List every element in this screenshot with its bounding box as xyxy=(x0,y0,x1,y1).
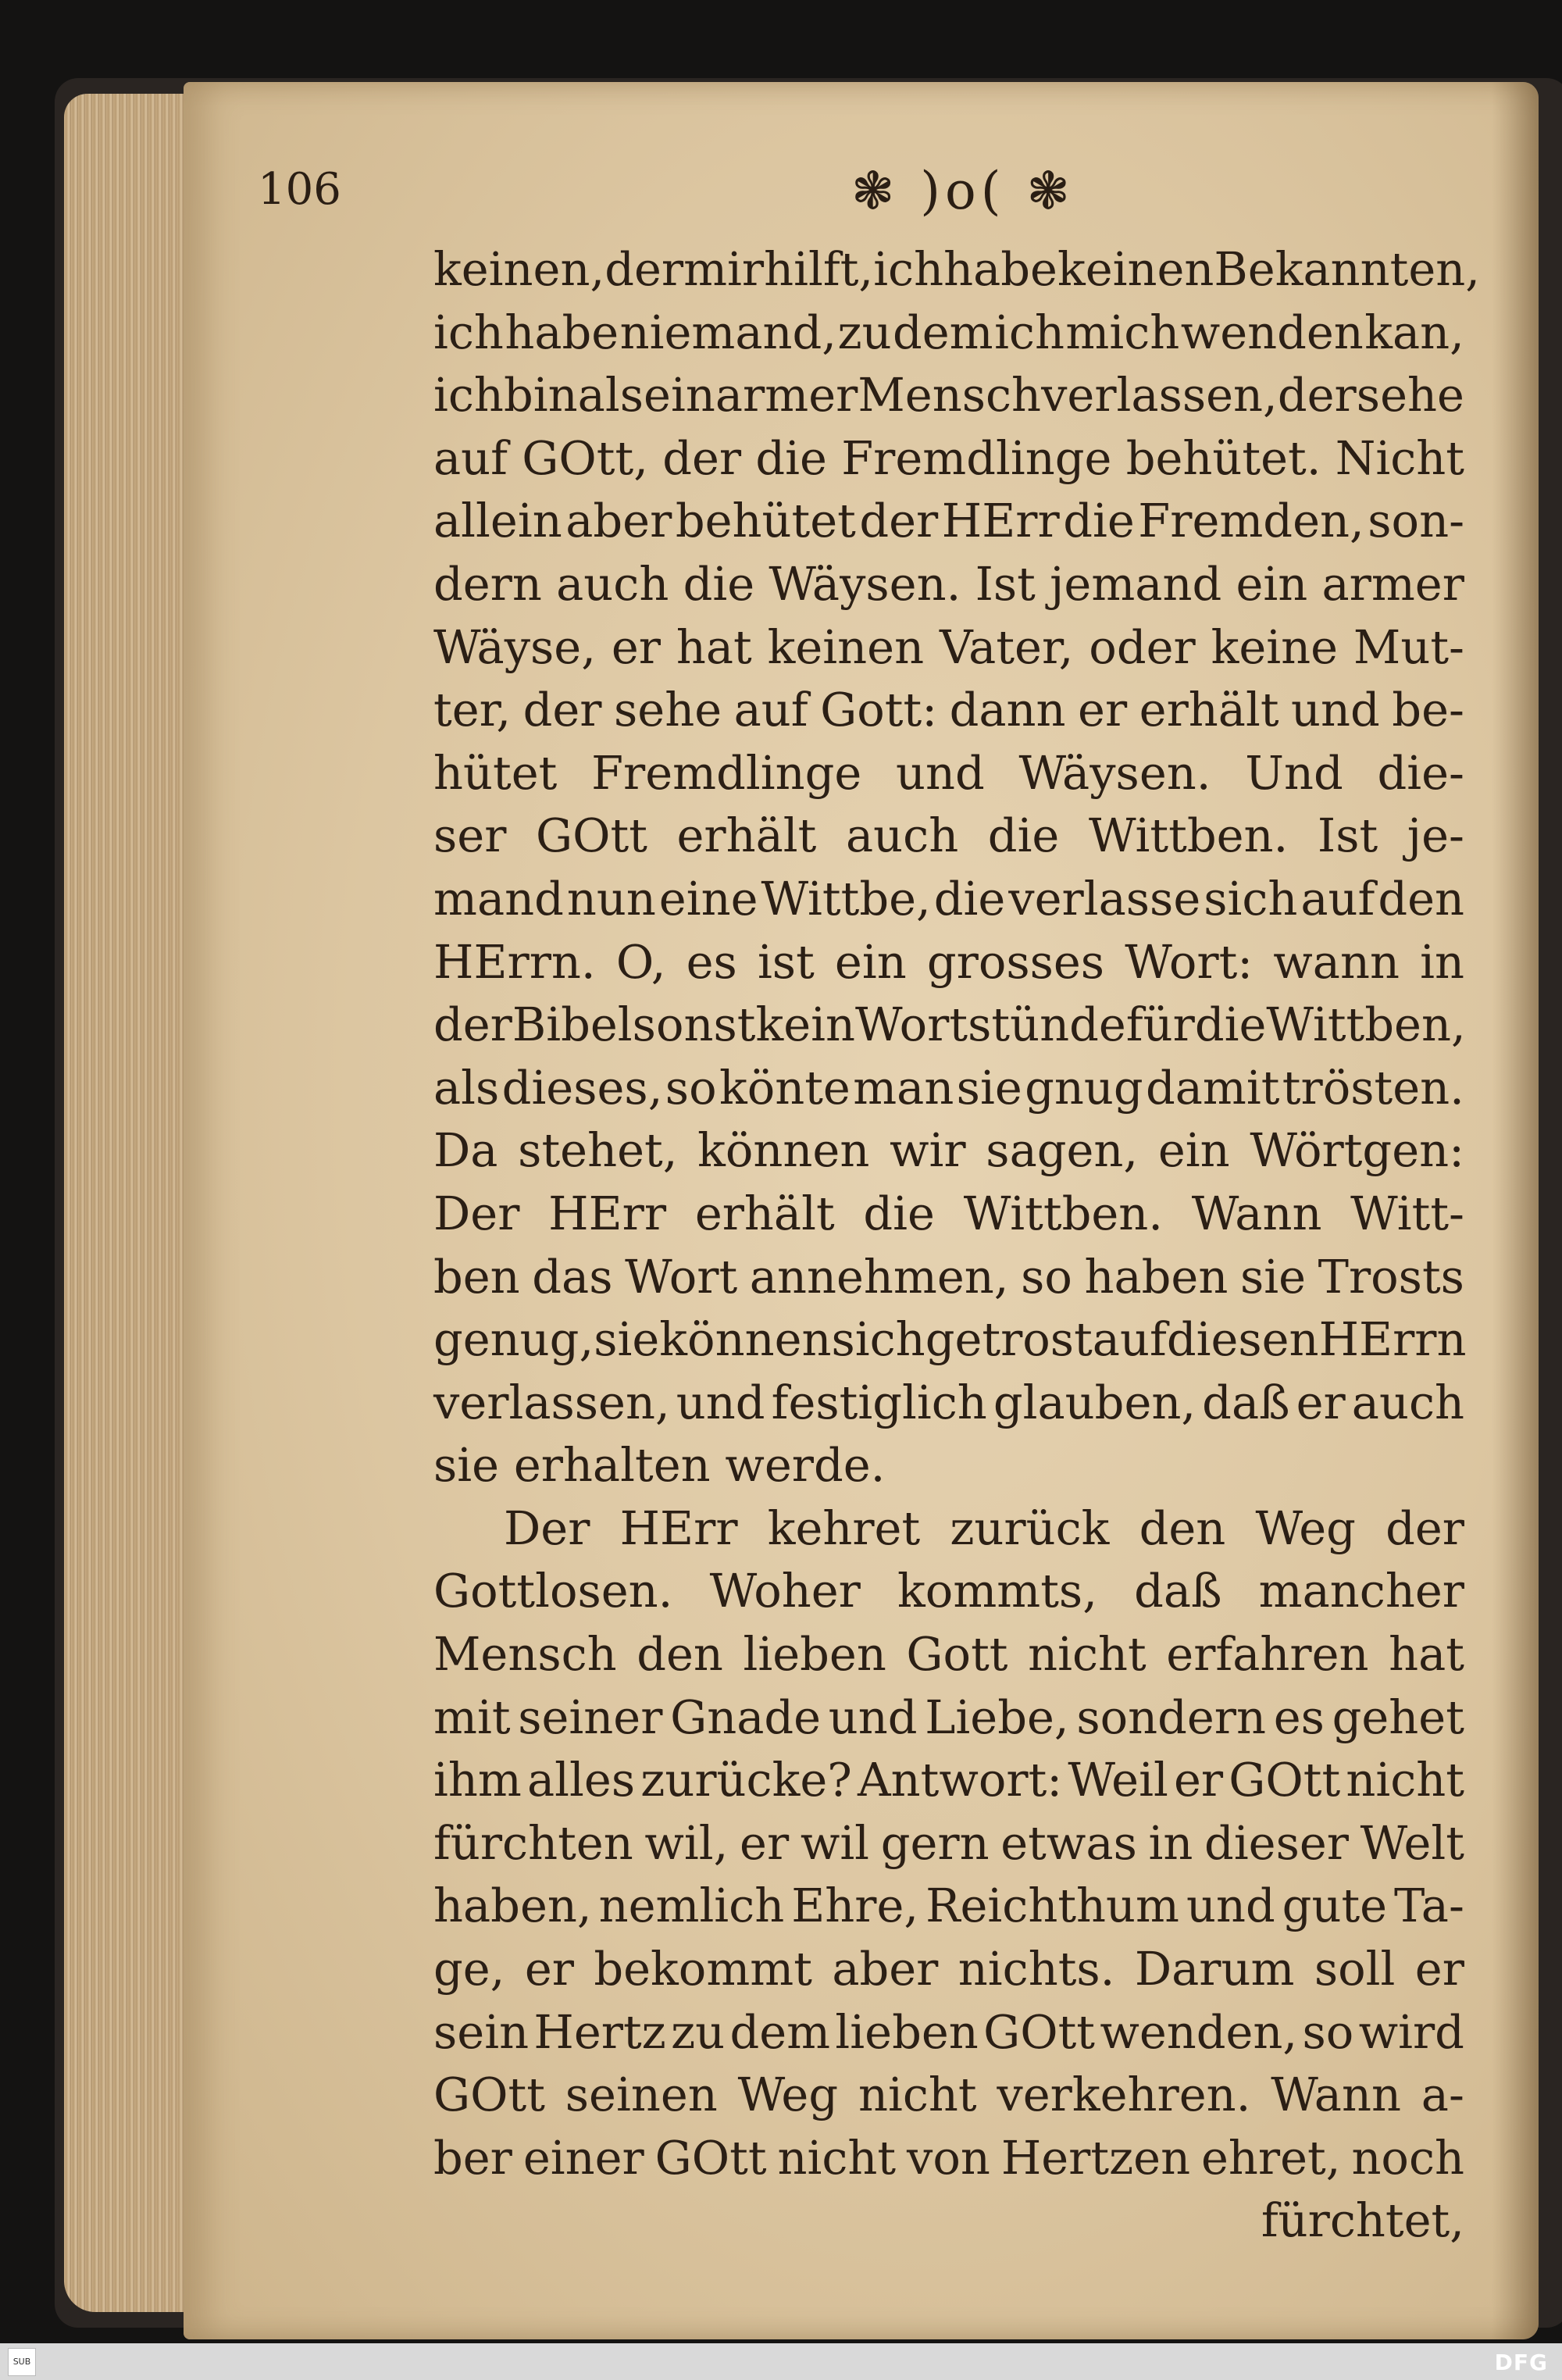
word: HErrn. xyxy=(433,934,596,989)
word: Ist xyxy=(975,556,1036,611)
word: Wäysen. xyxy=(769,556,961,611)
word: GOtt, xyxy=(522,430,648,485)
word: dern xyxy=(433,556,542,611)
word: glauben, xyxy=(993,1375,1196,1429)
word: damit xyxy=(1145,1060,1280,1115)
word: die xyxy=(1194,997,1267,1052)
word: noch xyxy=(1351,2130,1464,2185)
word: Hertz xyxy=(533,2004,666,2059)
word: diesen xyxy=(1166,1312,1319,1367)
text-line xyxy=(433,1308,1467,1372)
word: mich xyxy=(1065,305,1180,359)
word: auf xyxy=(1092,1312,1167,1367)
word: sich xyxy=(1204,871,1298,926)
word: getrost xyxy=(925,1312,1093,1367)
word: für xyxy=(1125,997,1195,1052)
word: Darum xyxy=(1134,1942,1295,1996)
word: seiner xyxy=(518,1690,663,1744)
word: nemlich xyxy=(598,1879,785,1933)
word: a- xyxy=(1421,2068,1464,2122)
word: Reichthum xyxy=(925,1879,1179,1933)
word: Wörtgen: xyxy=(1250,1123,1464,1178)
word: Welt xyxy=(1360,1815,1464,1870)
word: mancher xyxy=(1258,1564,1464,1618)
text-line xyxy=(433,994,1464,1057)
word: verkehren. xyxy=(997,2068,1251,2122)
word: armer xyxy=(1321,556,1464,611)
text-line xyxy=(433,805,1464,868)
word: wann xyxy=(1273,934,1400,989)
word: Fremdlinge xyxy=(841,430,1112,485)
word: je- xyxy=(1407,808,1464,863)
word: Hertzen xyxy=(1000,2130,1191,2185)
word: mit xyxy=(433,1690,511,1744)
word: ter, xyxy=(433,683,512,737)
word: der xyxy=(859,494,939,548)
word: mir xyxy=(683,242,765,296)
word: erhält xyxy=(676,808,817,863)
word: haben, xyxy=(433,1879,592,1933)
word: habe xyxy=(505,305,619,359)
text-line xyxy=(433,1875,1464,1938)
word: Weil xyxy=(1068,1753,1168,1807)
text-line xyxy=(433,364,1464,427)
word: die xyxy=(987,808,1060,863)
word: dieser xyxy=(1204,1815,1349,1870)
page-header xyxy=(258,161,1445,234)
word: ehret, xyxy=(1201,2130,1341,2185)
text-line: sie erhalten werde. xyxy=(433,1438,886,1493)
word: Ehre, xyxy=(791,1879,919,1933)
word: zurücke? xyxy=(640,1753,852,1807)
word: den xyxy=(1139,1500,1226,1555)
word: einer xyxy=(522,2130,644,2185)
word: eine xyxy=(658,871,758,926)
word: trösten. xyxy=(1282,1060,1464,1115)
word: kehret xyxy=(767,1500,921,1555)
word: nichts. xyxy=(958,1942,1115,1996)
word: zurück xyxy=(950,1500,1110,1555)
word: keinen xyxy=(767,619,925,674)
word: Wäysen. xyxy=(1018,745,1211,800)
word: Woher xyxy=(709,1564,861,1618)
word: er xyxy=(1078,683,1128,737)
word: der xyxy=(1385,1500,1464,1555)
word: Nicht xyxy=(1335,430,1464,485)
word: Ta- xyxy=(1394,1879,1464,1933)
word: bekommt xyxy=(594,1942,812,1996)
word: fürchten xyxy=(433,1815,633,1870)
word: stünde xyxy=(968,997,1126,1052)
text-line xyxy=(433,1938,1464,2001)
word: alles xyxy=(526,1753,636,1807)
word: Wittben. xyxy=(1088,808,1289,863)
word: hat xyxy=(676,619,752,674)
word: die- xyxy=(1377,745,1464,800)
word: und xyxy=(1291,683,1380,737)
word: Gnade xyxy=(670,1690,822,1744)
word: allein xyxy=(433,494,562,548)
word: in xyxy=(1148,1815,1193,1870)
word: der xyxy=(433,997,512,1052)
word: der xyxy=(522,683,602,737)
word: ich xyxy=(433,305,504,359)
word: nicht xyxy=(1346,1753,1464,1807)
word: ben xyxy=(433,1249,520,1304)
dfg-logo: DFG xyxy=(1494,2350,1548,2375)
text-line: fürchtet, xyxy=(1261,2193,1464,2248)
word: HErr xyxy=(941,494,1060,548)
word: sehe xyxy=(614,683,722,737)
word: sein xyxy=(433,2004,530,2059)
word: der xyxy=(1277,368,1357,423)
word: gehet xyxy=(1332,1690,1464,1744)
word: sie xyxy=(956,1060,1022,1115)
word: Wittbe, xyxy=(761,871,931,926)
word: er xyxy=(1174,1753,1224,1807)
text-line xyxy=(433,1749,1464,1812)
word: bin xyxy=(503,368,578,423)
word: ich xyxy=(994,305,1065,359)
word: er xyxy=(740,1815,790,1870)
word: zu xyxy=(837,305,892,359)
word: habe xyxy=(943,242,1057,296)
word: be- xyxy=(1392,683,1464,737)
text-line xyxy=(433,302,1464,365)
word: Gott: xyxy=(820,683,938,737)
word: er xyxy=(1296,1375,1346,1429)
word: von xyxy=(907,2130,990,2185)
word: nicht xyxy=(858,2068,977,2122)
word: die xyxy=(863,1186,935,1240)
word: stehet, xyxy=(518,1123,678,1178)
word: aber xyxy=(565,494,672,548)
word: O, xyxy=(615,934,666,989)
text-line xyxy=(433,2064,1464,2127)
word: die xyxy=(1063,494,1135,548)
word: haben xyxy=(1084,1249,1229,1304)
word: dieses, xyxy=(501,1060,663,1115)
word: Der xyxy=(504,1500,590,1555)
word: wenden xyxy=(1180,305,1364,359)
word: Mensch xyxy=(858,368,1042,423)
word: die xyxy=(755,430,827,485)
word: Mensch xyxy=(433,1627,617,1682)
word: Fremdlinge xyxy=(591,745,862,800)
word: HErr xyxy=(619,1500,738,1555)
word: Da xyxy=(433,1123,498,1178)
word: wenden, xyxy=(1100,2004,1298,2059)
word: nicht xyxy=(1028,1627,1147,1682)
word: Bekannten, xyxy=(1214,242,1480,296)
word: hat xyxy=(1389,1627,1464,1682)
word: und xyxy=(676,1375,765,1429)
word: nicht xyxy=(777,2130,897,2185)
word: können xyxy=(697,1123,870,1178)
word: grosses xyxy=(926,934,1105,989)
word: den xyxy=(1378,871,1464,926)
word: GOtt xyxy=(536,808,647,863)
word: ein xyxy=(644,368,715,423)
word: auch xyxy=(1351,1375,1464,1429)
word: Fremden, xyxy=(1138,494,1364,548)
word: wil xyxy=(800,1815,870,1870)
word: Vater, xyxy=(939,619,1074,674)
word: GOtt xyxy=(1229,1753,1341,1807)
word: GOtt xyxy=(983,2004,1095,2059)
word: Weg xyxy=(1255,1500,1356,1555)
word: Antwort: xyxy=(858,1753,1063,1807)
word: sich xyxy=(831,1312,925,1367)
word: sie xyxy=(1239,1249,1307,1304)
word: Der xyxy=(433,1186,520,1240)
page-body-text xyxy=(433,238,1480,2253)
word: daß xyxy=(1134,1564,1222,1618)
word: und xyxy=(1186,1879,1275,1933)
word: etwas xyxy=(1000,1815,1137,1870)
word: den xyxy=(637,1627,723,1682)
word: auf xyxy=(1300,871,1375,926)
word: sie xyxy=(594,1312,660,1367)
word: festiglich xyxy=(771,1375,987,1429)
word: armer xyxy=(715,368,858,423)
text-line xyxy=(433,1686,1464,1750)
text-line xyxy=(433,1497,1464,1561)
word: so xyxy=(1021,1249,1072,1304)
word: könte xyxy=(719,1060,851,1115)
word: Wittben. xyxy=(963,1186,1164,1240)
word: sagen, xyxy=(986,1123,1139,1178)
word: Gott xyxy=(906,1627,1008,1682)
word: oder xyxy=(1089,619,1196,674)
text-line xyxy=(433,1119,1464,1183)
text-line xyxy=(433,238,1480,302)
word: lieben xyxy=(835,2004,979,2059)
word: die xyxy=(933,871,1006,926)
word: HErr xyxy=(548,1186,667,1240)
word: es xyxy=(686,934,737,989)
header-ornament: ❃ )o( ❃ xyxy=(851,161,1075,221)
word: annehmen, xyxy=(749,1249,1009,1304)
word: Liebe, xyxy=(925,1690,1069,1744)
word: Wäyse, xyxy=(433,619,596,674)
word: wird xyxy=(1358,2004,1464,2059)
word: wil, xyxy=(644,1815,729,1870)
word: verlassen, xyxy=(1041,368,1278,423)
word: hilft, xyxy=(764,242,874,296)
word: Witt- xyxy=(1350,1186,1464,1240)
word: und xyxy=(896,745,985,800)
word: Wann xyxy=(1271,2068,1401,2122)
page-gutter xyxy=(1492,82,1539,2339)
text-line xyxy=(433,1560,1464,1623)
word: so xyxy=(665,1060,717,1115)
word: ein xyxy=(834,934,907,989)
text-line xyxy=(433,2127,1464,2190)
library-logo: SUB xyxy=(8,2348,36,2376)
word: das xyxy=(532,1249,613,1304)
word: auch xyxy=(845,808,959,863)
word: Trosts xyxy=(1318,1249,1464,1304)
word: gern xyxy=(880,1815,990,1870)
word: er xyxy=(524,1942,574,1996)
word: als xyxy=(433,1060,500,1115)
word: verlasse xyxy=(1008,871,1201,926)
word: keinen xyxy=(1057,242,1214,296)
word: zu xyxy=(671,2004,726,2059)
word: ich xyxy=(873,242,944,296)
word: ein xyxy=(1236,556,1308,611)
word: son- xyxy=(1368,494,1464,548)
word: Wort xyxy=(625,1249,738,1304)
word: er xyxy=(1414,1942,1464,1996)
word: ist xyxy=(757,934,815,989)
page-number: 106 xyxy=(258,164,341,215)
word: dann xyxy=(949,683,1066,737)
text-line xyxy=(433,868,1464,931)
word: die xyxy=(683,556,755,611)
word: keinen, xyxy=(433,242,605,296)
word: niemand, xyxy=(619,305,837,359)
text-line xyxy=(433,2001,1464,2064)
word: keine xyxy=(1211,619,1339,674)
word: aber xyxy=(832,1942,939,1996)
word: kan, xyxy=(1364,305,1464,359)
word: es xyxy=(1273,1690,1325,1744)
word: kommts, xyxy=(897,1564,1097,1618)
word: er xyxy=(611,619,661,674)
word: man xyxy=(853,1060,954,1115)
word: auf xyxy=(733,683,808,737)
word: der xyxy=(604,242,684,296)
word: sondern xyxy=(1076,1690,1267,1744)
word: jemand xyxy=(1050,556,1222,611)
word: Wort xyxy=(855,997,968,1052)
word: behütet xyxy=(675,494,856,548)
word: daß xyxy=(1202,1375,1290,1429)
word: gute xyxy=(1282,1879,1388,1933)
word: ich xyxy=(433,368,504,423)
word: nun xyxy=(566,871,656,926)
text-line xyxy=(433,1812,1464,1875)
word: wir xyxy=(890,1123,966,1178)
text-line xyxy=(433,931,1464,994)
viewer-footer-bar xyxy=(0,2343,1562,2380)
word: lieben xyxy=(743,1627,886,1682)
word: seinen xyxy=(565,2068,718,2122)
word: soll xyxy=(1314,1942,1396,1996)
word: gnug xyxy=(1025,1060,1143,1115)
word: verlassen, xyxy=(433,1375,670,1429)
word: Wittben, xyxy=(1266,997,1466,1052)
word: kein xyxy=(755,997,856,1052)
word: Wort: xyxy=(1125,934,1254,989)
text-line xyxy=(433,679,1464,742)
word: als xyxy=(577,368,644,423)
word: ein xyxy=(1157,1123,1230,1178)
word: ihm xyxy=(433,1753,522,1807)
word: Weg xyxy=(737,2068,839,2122)
word: Gottlosen. xyxy=(433,1564,673,1618)
word: auf xyxy=(433,430,508,485)
text-line xyxy=(433,616,1464,680)
text-line xyxy=(433,1372,1464,1435)
word: GOtt xyxy=(433,2068,545,2122)
word: auch xyxy=(556,556,669,611)
word: ser xyxy=(433,808,507,863)
text-line xyxy=(433,1246,1464,1309)
word: mand xyxy=(433,871,564,926)
word: genug, xyxy=(433,1312,594,1367)
word: und xyxy=(828,1690,918,1744)
word: Wann xyxy=(1191,1186,1322,1240)
word: dem xyxy=(729,2004,831,2059)
word: können xyxy=(659,1312,832,1367)
word: sonst xyxy=(632,997,756,1052)
word: Ist xyxy=(1317,808,1378,863)
word: Mut- xyxy=(1353,619,1464,674)
text-line xyxy=(433,742,1464,805)
word: so xyxy=(1302,2004,1354,2059)
text-line xyxy=(433,1057,1464,1120)
word: erhält xyxy=(1139,683,1279,737)
word: behütet. xyxy=(1125,430,1321,485)
word: hütet xyxy=(433,745,558,800)
word: in xyxy=(1420,934,1464,989)
text-line xyxy=(433,1183,1464,1246)
word: erfahren xyxy=(1166,1627,1369,1682)
word: der xyxy=(662,430,742,485)
word: erhält xyxy=(694,1186,835,1240)
word: GOtt xyxy=(654,2130,767,2185)
text-line xyxy=(433,1623,1464,1686)
word: Bibel xyxy=(512,997,633,1052)
word: ge, xyxy=(433,1942,505,1996)
word: sehe xyxy=(1356,368,1464,423)
text-line xyxy=(433,553,1464,616)
word: HErrn xyxy=(1318,1312,1467,1367)
word: Und xyxy=(1245,745,1343,800)
word: dem xyxy=(893,305,993,359)
text-line xyxy=(433,490,1464,553)
text-line xyxy=(433,427,1464,491)
word: ber xyxy=(433,2130,512,2185)
